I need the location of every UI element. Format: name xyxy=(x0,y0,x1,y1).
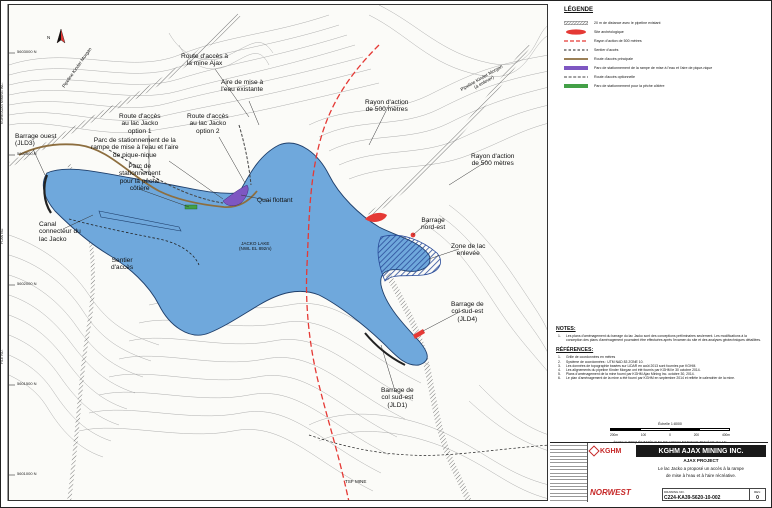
legend-item-parking-launch xyxy=(564,64,764,72)
label-road-option1: Route d'accès au lac Jacko option 1 xyxy=(119,113,161,135)
legend-title: LÉGENDE xyxy=(564,7,594,13)
black-dashed-line-icon xyxy=(564,47,588,53)
drawing-number-box: DRAWING NO. C224-KA39-5620-10-002 REV. 0 xyxy=(662,488,766,501)
hatched-line-icon xyxy=(564,20,588,26)
label-staging-area: Aire de mise à l'eau existante xyxy=(221,79,264,94)
company-name: KGHM AJAX MINING INC. xyxy=(636,445,766,457)
legend-text-4: Sentier d'accès xyxy=(594,48,619,52)
kghm-logo: KGHM xyxy=(590,445,634,457)
label-lake-name: JACKO LAKE (NWL EL 892m) xyxy=(239,241,272,252)
note-item: 1. Les plans d'aménagement du barrage du lac Jacko sont des conceptions préliminaires seulement. Les modifications à la conception des plans d'aménagement pourraient être effectuées après l'examen du site et des analyses géotechniques détaillées. xyxy=(558,334,762,343)
label-lake-zone-removed: Zone de lac enlevée xyxy=(451,243,486,258)
label-tsf: TSF MINE xyxy=(345,479,367,484)
label-canal: Canal connecteur du lac Jacko xyxy=(39,221,81,243)
legend-item-main-road xyxy=(564,55,764,63)
label-south-col-dam: Barrage de col sud-est (JLD1) xyxy=(381,387,414,409)
purple-area-icon xyxy=(564,65,588,71)
red-area-icon xyxy=(564,29,588,35)
legend-text-6: Parc de stationnement de la rampe de mise à l'eau et l'aire de pique-nique xyxy=(594,66,713,70)
label-access-trail: Sentier d'accès xyxy=(111,257,134,272)
map-view[interactable] xyxy=(8,4,548,501)
reference-item: 5. Plans d'aménagement de la mine fourni par KGHM Ajax Mining Inc. octobre 30, 2014. xyxy=(558,372,695,377)
label-parking-launch: Parc de stationnement de la rampe de mise à l'eau et l'aire de pique-nique xyxy=(91,137,179,159)
notes-section xyxy=(554,326,764,381)
legend-item-parking-fishing xyxy=(564,82,764,90)
legend-text-1: 20 m de distance avec le pipeline existant xyxy=(594,21,661,25)
legend-text-5: Route d'accès principale xyxy=(594,57,634,61)
legend-item-pipeline-buffer xyxy=(564,19,764,27)
drawing-number: C224-KA39-5620-10-002 xyxy=(664,495,721,501)
revision-table xyxy=(550,443,588,502)
label-north-east-dam: Barrage nord-est xyxy=(421,217,446,232)
legend-item-optional-road xyxy=(564,73,764,81)
scale-bar xyxy=(610,428,730,431)
reference-item: 6. Le plan d'aménagement de la mine a été fourni par KGHM en septembre 2014 et reflète le calendrier de la mine. xyxy=(558,376,735,381)
brown-line-icon xyxy=(564,56,588,62)
side-strip-text-1: KGHM AJAX MINING INC. xyxy=(0,82,4,124)
label-floating-dock: Quai flottant xyxy=(257,197,293,204)
scale-note: ÉCHELLE INDIQUÉE BASÉE SUR UNE CONFIGURATION DE TRACÉ DE 11"x 17" xyxy=(613,440,727,444)
legend-text-7: Route d'accès optionnelle xyxy=(594,75,636,79)
reference-item: 2. Système de coordonnées : UTM NAD 83 ZONE 10. xyxy=(558,359,644,364)
parking-fishing-area xyxy=(185,205,197,209)
coord-label-2: 5602500 N xyxy=(17,151,37,156)
lower-trail xyxy=(309,435,548,455)
reference-item: 3. Les données de topographie basées sur LiDAR en août 2013 sont fournies par KGHM. xyxy=(558,363,697,368)
archaeological-site-1 xyxy=(365,213,387,222)
legend-text-2: Site archéologique xyxy=(594,30,624,34)
notes-title: NOTES: xyxy=(556,326,576,332)
label-pipeline: Pipeline Kinder Morgan (à enlever) xyxy=(459,63,504,92)
lake-zone-removed-hatch xyxy=(378,235,440,281)
label-pipeline-left: Pipeline Kinder Morgan xyxy=(61,46,93,89)
label-radius-500-b: Rayon d'action de 500 mètres xyxy=(471,153,515,168)
reference-item: 1. Grille de coordonnées en mètres xyxy=(558,355,616,360)
label-parking-fishing: Parc de stationnement pour la pêche côtière xyxy=(119,163,161,193)
side-strip-text-2: PLAN NO. xyxy=(0,227,4,244)
coord-label-5: 5601000 N xyxy=(17,471,37,476)
label-road-access-ajax: Route d'accès à la mine Ajax xyxy=(181,53,229,68)
reference-item: 4. Les alignements du pipeline Kinder Morgan ont été fournis par KGHM le 30 octobre 2014. xyxy=(558,368,701,373)
coord-label-1: 5603000 N xyxy=(17,49,37,54)
label-west-dam: Barrage ouest (JLD3) xyxy=(15,133,57,148)
north-arrow-label: N xyxy=(47,35,51,40)
legend-item-archaeology xyxy=(564,28,764,36)
dark-dashed-line-icon xyxy=(564,74,588,80)
references-title: RÉFÉRENCES: xyxy=(556,347,594,354)
side-strip xyxy=(0,4,8,501)
grid-ticks xyxy=(9,53,15,475)
archaeological-site-2 xyxy=(411,233,416,238)
project-name: AJAX PROJECT xyxy=(683,458,719,463)
label-south-east-col-dam: Barrage de col sud-est (JLD4) xyxy=(451,301,484,323)
label-road-option2: Route d'accès au lac Jacko option 2 xyxy=(187,113,229,135)
jacko-lake xyxy=(43,143,430,365)
legend-text-3: Rayon d'action de 500 mètres xyxy=(594,39,642,43)
coord-label-4: 5601500 N xyxy=(17,381,37,386)
scale-ticks: 200m 100 0 200 400m xyxy=(610,433,730,437)
revision-number: 0 xyxy=(756,495,759,501)
drawing-description: Le lac Jacko a proposé un accès à la rampe de mise à l'eau et à l'aire récréative. xyxy=(658,466,744,478)
legend-panel xyxy=(550,4,768,501)
north-arrow-icon xyxy=(57,29,65,43)
scale-bar-block xyxy=(610,422,730,444)
red-dashed-line-icon xyxy=(564,38,588,44)
legend-item-trail xyxy=(564,46,764,54)
scale-title: Échelle 1:8000 xyxy=(658,422,682,426)
side-strip-text-3: FILE NO. xyxy=(0,349,4,364)
norwest-logo: NORWEST xyxy=(590,488,631,497)
coord-label-3: 5602000 N xyxy=(17,281,37,286)
kghm-logo-icon xyxy=(588,445,599,456)
label-radius-500-a: Rayon d'action de 500 mètres xyxy=(365,99,409,114)
legend-text-8: Parc de stationnement pour la pêche côtière xyxy=(594,84,665,88)
green-area-icon xyxy=(564,83,588,89)
title-block xyxy=(550,442,768,501)
legend-item-radius xyxy=(564,37,764,45)
